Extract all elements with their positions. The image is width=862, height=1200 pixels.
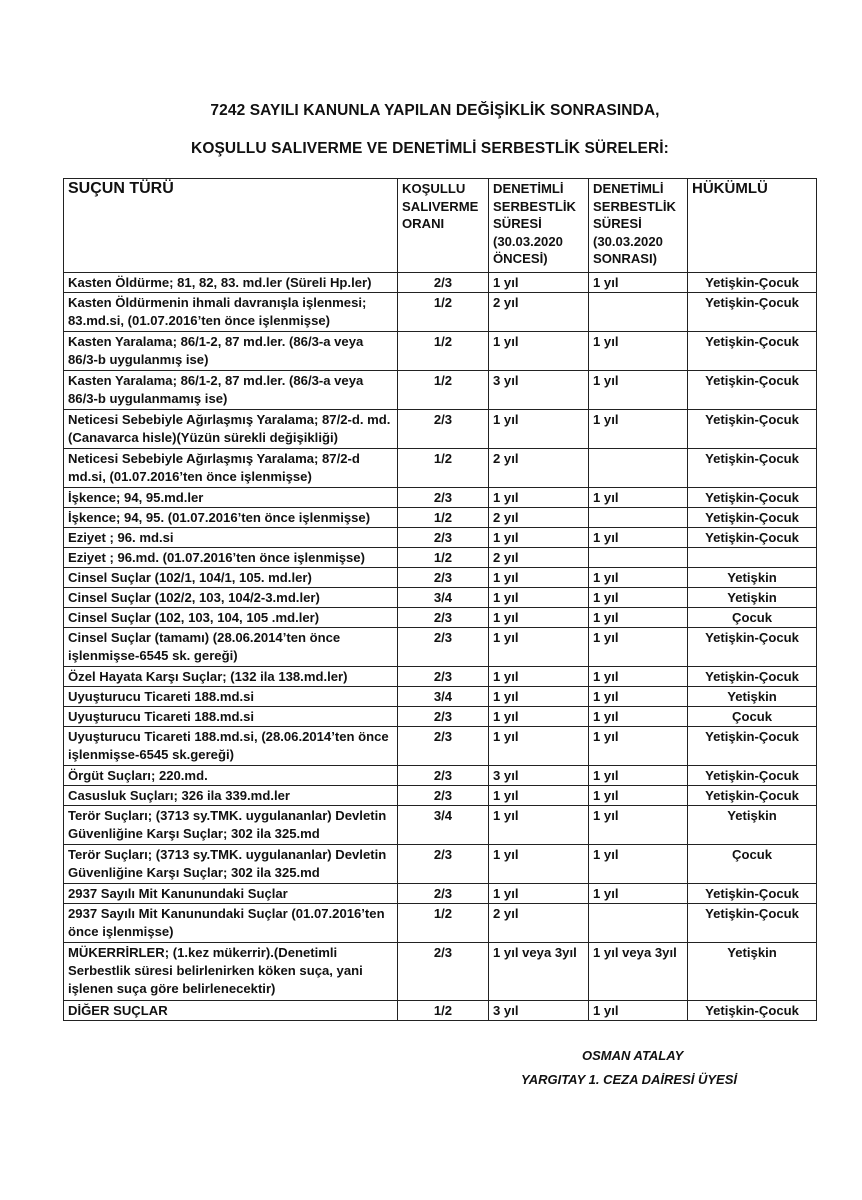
row-convict-cell: Yetişkin — [688, 806, 817, 845]
row-crime-cell: Kasten Yaralama; 86/1-2, 87 md.ler. (86/3-a veya 86/3-b uygulanmamış ise) — [64, 371, 398, 410]
row-parole-ratio-cell: 2/3 — [398, 766, 489, 786]
row-crime-cell: Kasten Öldürme; 81, 82, 83. md.ler (Süreli Hp.ler) — [64, 273, 398, 293]
table-row — [64, 667, 817, 687]
sentence-duration-table — [63, 178, 817, 1021]
table-row — [64, 766, 817, 786]
row-crime-cell: Kasten Öldürmenin ihmali davranışla işlenmesi; 83.md.si, (01.07.2016’ten önce işlenmişse) — [64, 293, 398, 332]
row-probation-after-cell — [589, 449, 688, 488]
row-probation-after-cell: 1 yıl — [589, 845, 688, 884]
row-parole-ratio-cell: 2/3 — [398, 707, 489, 727]
row-convict-cell: Yetişkin-Çocuk — [688, 1001, 817, 1021]
row-probation-before-cell: 1 yıl — [489, 786, 589, 806]
table-row — [64, 707, 817, 727]
row-probation-after-cell — [589, 904, 688, 943]
row-crime-cell: 2937 Sayılı Mit Kanunundaki Suçlar (01.07.2016’ten önce işlenmişse) — [64, 904, 398, 943]
row-crime-cell: MÜKERRİRLER; (1.kez mükerrir).(Denetimli Serbestlik süresi belirlenirken köken suça, yani işlenen suça göre belirlenecektir) — [64, 943, 398, 1001]
row-parole-ratio-cell: 1/2 — [398, 904, 489, 943]
row-convict-cell: Yetişkin-Çocuk — [688, 273, 817, 293]
row-crime-cell: Eziyet ; 96. md.si — [64, 528, 398, 548]
row-parole-ratio-cell: 1/2 — [398, 332, 489, 371]
table-row — [64, 687, 817, 707]
row-convict-cell: Yetişkin-Çocuk — [688, 786, 817, 806]
row-convict-cell: Yetişkin-Çocuk — [688, 508, 817, 528]
row-probation-before-cell: 1 yıl — [489, 608, 589, 628]
row-parole-ratio-cell: 2/3 — [398, 628, 489, 667]
row-probation-before-cell: 1 yıl — [489, 884, 589, 904]
row-probation-after-cell: 1 yıl — [589, 568, 688, 588]
row-crime-cell: İşkence; 94, 95. (01.07.2016’ten önce işlenmişse) — [64, 508, 398, 528]
row-crime-cell: Uyuşturucu Ticareti 188.md.si, (28.06.2014’ten önce işlenmişse-6545 sk.gereği) — [64, 727, 398, 766]
row-crime-cell: DİĞER SUÇLAR — [64, 1001, 398, 1021]
row-parole-ratio-cell: 1/2 — [398, 1001, 489, 1021]
document-title-line-1: 7242 SAYILI KANUNLA YAPILAN DEĞİŞİKLİK SONRASINDA, — [210, 102, 660, 119]
row-probation-after-cell: 1 yıl — [589, 667, 688, 687]
row-crime-cell: Neticesi Sebebiyle Ağırlaşmış Yaralama; 87/2-d. md. (Canavarca hisle)(Yüzün sürekli değişikliği) — [64, 410, 398, 449]
row-probation-before-cell: 1 yıl — [489, 488, 589, 508]
row-convict-cell: Yetişkin-Çocuk — [688, 332, 817, 371]
row-probation-before-cell: 2 yıl — [489, 904, 589, 943]
row-parole-ratio-cell: 2/3 — [398, 727, 489, 766]
row-convict-cell: Yetişkin — [688, 588, 817, 608]
row-convict-cell: Yetişkin-Çocuk — [688, 667, 817, 687]
row-probation-after-cell: 1 yıl — [589, 687, 688, 707]
row-convict-cell: Yetişkin-Çocuk — [688, 766, 817, 786]
row-probation-after-cell — [589, 548, 688, 568]
row-probation-before-cell: 1 yıl — [489, 588, 589, 608]
row-convict-cell: Yetişkin-Çocuk — [688, 727, 817, 766]
header-parole-ratio: KOŞULLU SALIVERME ORANI — [398, 179, 489, 273]
table-row — [64, 273, 817, 293]
row-probation-before-cell: 2 yıl — [489, 293, 589, 332]
table-row — [64, 588, 817, 608]
row-convict-cell: Yetişkin-Çocuk — [688, 410, 817, 449]
row-parole-ratio-cell: 1/2 — [398, 449, 489, 488]
row-probation-after-cell: 1 yıl — [589, 707, 688, 727]
table-row — [64, 1001, 817, 1021]
row-probation-before-cell: 3 yıl — [489, 766, 589, 786]
row-crime-cell: Casusluk Suçları; 326 ila 339.md.ler — [64, 786, 398, 806]
row-crime-cell: 2937 Sayılı Mit Kanunundaki Suçlar — [64, 884, 398, 904]
row-convict-cell: Yetişkin-Çocuk — [688, 884, 817, 904]
row-convict-cell: Yetişkin — [688, 943, 817, 1001]
row-probation-after-cell: 1 yıl — [589, 727, 688, 766]
row-probation-after-cell: 1 yıl veya 3yıl — [589, 943, 688, 1001]
row-parole-ratio-cell: 3/4 — [398, 687, 489, 707]
row-convict-cell — [688, 548, 817, 568]
row-convict-cell: Yetişkin-Çocuk — [688, 488, 817, 508]
table-row — [64, 727, 817, 766]
row-probation-before-cell: 1 yıl veya 3yıl — [489, 943, 589, 1001]
row-parole-ratio-cell: 1/2 — [398, 548, 489, 568]
row-parole-ratio-cell: 2/3 — [398, 608, 489, 628]
row-probation-before-cell: 1 yıl — [489, 845, 589, 884]
row-convict-cell: Yetişkin-Çocuk — [688, 528, 817, 548]
table-row — [64, 410, 817, 449]
row-probation-before-cell: 1 yıl — [489, 687, 589, 707]
row-crime-cell: İşkence; 94, 95.md.ler — [64, 488, 398, 508]
row-probation-after-cell: 1 yıl — [589, 1001, 688, 1021]
row-convict-cell: Yetişkin-Çocuk — [688, 628, 817, 667]
row-probation-after-cell: 1 yıl — [589, 628, 688, 667]
row-crime-cell: Cinsel Suçlar (102, 103, 104, 105 .md.ler) — [64, 608, 398, 628]
row-probation-after-cell: 1 yıl — [589, 332, 688, 371]
row-crime-cell: Terör Suçları; (3713 sy.TMK. uygulananlar) Devletin Güvenliğine Karşı Suçlar; 302 ila 325.md — [64, 845, 398, 884]
row-probation-before-cell: 1 yıl — [489, 667, 589, 687]
row-probation-before-cell: 1 yıl — [489, 410, 589, 449]
row-probation-before-cell: 1 yıl — [489, 628, 589, 667]
row-convict-cell: Çocuk — [688, 845, 817, 884]
row-convict-cell: Yetişkin-Çocuk — [688, 293, 817, 332]
row-probation-after-cell: 1 yıl — [589, 806, 688, 845]
table-row — [64, 449, 817, 488]
row-convict-cell: Yetişkin — [688, 687, 817, 707]
row-crime-cell: Neticesi Sebebiyle Ağırlaşmış Yaralama; 87/2-d md.si, (01.07.2016’ten önce işlenmişse) — [64, 449, 398, 488]
row-probation-after-cell — [589, 508, 688, 528]
table-row — [64, 508, 817, 528]
row-parole-ratio-cell: 2/3 — [398, 273, 489, 293]
row-parole-ratio-cell: 2/3 — [398, 786, 489, 806]
table-row — [64, 628, 817, 667]
row-probation-after-cell: 1 yıl — [589, 766, 688, 786]
signature-position: YARGITAY 1. CEZA DAİRESİ ÜYESİ — [521, 1072, 737, 1087]
row-probation-before-cell: 1 yıl — [489, 332, 589, 371]
row-probation-after-cell: 1 yıl — [589, 410, 688, 449]
row-parole-ratio-cell: 2/3 — [398, 410, 489, 449]
table-row — [64, 568, 817, 588]
row-convict-cell: Yetişkin-Çocuk — [688, 904, 817, 943]
row-probation-before-cell: 1 yıl — [489, 806, 589, 845]
row-parole-ratio-cell: 3/4 — [398, 588, 489, 608]
table-row — [64, 904, 817, 943]
row-parole-ratio-cell: 1/2 — [398, 371, 489, 410]
signature-name: OSMAN ATALAY — [582, 1048, 684, 1063]
row-probation-after-cell: 1 yıl — [589, 608, 688, 628]
row-probation-before-cell: 1 yıl — [489, 273, 589, 293]
row-parole-ratio-cell: 2/3 — [398, 568, 489, 588]
row-parole-ratio-cell: 2/3 — [398, 884, 489, 904]
row-parole-ratio-cell: 2/3 — [398, 488, 489, 508]
row-probation-after-cell: 1 yıl — [589, 528, 688, 548]
table-row — [64, 293, 817, 332]
row-parole-ratio-cell: 2/3 — [398, 528, 489, 548]
row-probation-after-cell: 1 yıl — [589, 588, 688, 608]
row-convict-cell: Yetişkin-Çocuk — [688, 371, 817, 410]
table-row — [64, 371, 817, 410]
row-crime-cell: Cinsel Suçlar (tamamı) (28.06.2014’ten önce işlenmişse-6545 sk. gereği) — [64, 628, 398, 667]
row-parole-ratio-cell: 2/3 — [398, 943, 489, 1001]
table-header-row — [64, 179, 817, 273]
table-row — [64, 845, 817, 884]
row-parole-ratio-cell: 1/2 — [398, 293, 489, 332]
table-row — [64, 548, 817, 568]
row-probation-before-cell: 1 yıl — [489, 727, 589, 766]
row-probation-after-cell: 1 yıl — [589, 371, 688, 410]
row-probation-after-cell — [589, 293, 688, 332]
row-crime-cell: Uyuşturucu Ticareti 188.md.si — [64, 707, 398, 727]
header-probation-before: DENETİMLİ SERBESTLİK SÜRESİ (30.03.2020 ÖNCESİ) — [489, 179, 589, 273]
row-parole-ratio-cell: 2/3 — [398, 667, 489, 687]
table-row — [64, 943, 817, 1001]
row-crime-cell: Cinsel Suçlar (102/1, 104/1, 105. md.ler) — [64, 568, 398, 588]
row-probation-before-cell: 1 yıl — [489, 568, 589, 588]
row-probation-after-cell: 1 yıl — [589, 786, 688, 806]
row-parole-ratio-cell: 1/2 — [398, 508, 489, 528]
row-probation-after-cell: 1 yıl — [589, 273, 688, 293]
row-probation-before-cell: 2 yıl — [489, 508, 589, 528]
header-convict: HÜKÜMLÜ — [688, 179, 817, 273]
row-crime-cell: Uyuşturucu Ticareti 188.md.si — [64, 687, 398, 707]
row-probation-after-cell: 1 yıl — [589, 488, 688, 508]
row-convict-cell: Yetişkin-Çocuk — [688, 449, 817, 488]
row-probation-before-cell: 3 yıl — [489, 371, 589, 410]
row-crime-cell: Eziyet ; 96.md. (01.07.2016’ten önce işlenmişse) — [64, 548, 398, 568]
table-row — [64, 528, 817, 548]
row-convict-cell: Yetişkin — [688, 568, 817, 588]
row-convict-cell: Çocuk — [688, 707, 817, 727]
row-crime-cell: Özel Hayata Karşı Suçlar; (132 ila 138.md.ler) — [64, 667, 398, 687]
table-row — [64, 488, 817, 508]
table-row — [64, 608, 817, 628]
table-row — [64, 332, 817, 371]
row-crime-cell: Kasten Yaralama; 86/1-2, 87 md.ler. (86/3-a veya 86/3-b uygulanmış ise) — [64, 332, 398, 371]
row-probation-before-cell: 2 yıl — [489, 548, 589, 568]
row-probation-before-cell: 2 yıl — [489, 449, 589, 488]
table-row — [64, 786, 817, 806]
header-probation-after: DENETİMLİ SERBESTLİK SÜRESİ (30.03.2020 SONRASI) — [589, 179, 688, 273]
row-crime-cell: Örgüt Suçları; 220.md. — [64, 766, 398, 786]
header-crime-type: SUÇUN TÜRÜ — [64, 179, 398, 273]
row-probation-before-cell: 3 yıl — [489, 1001, 589, 1021]
table-row — [64, 884, 817, 904]
row-parole-ratio-cell: 2/3 — [398, 845, 489, 884]
document-title-line-2: KOŞULLU SALIVERME VE DENETİMLİ SERBESTLİK SÜRELERİ: — [191, 140, 669, 157]
row-parole-ratio-cell: 3/4 — [398, 806, 489, 845]
row-probation-before-cell: 1 yıl — [489, 707, 589, 727]
row-convict-cell: Çocuk — [688, 608, 817, 628]
row-crime-cell: Cinsel Suçlar (102/2, 103, 104/2-3.md.ler) — [64, 588, 398, 608]
table-row — [64, 806, 817, 845]
row-probation-after-cell: 1 yıl — [589, 884, 688, 904]
row-probation-before-cell: 1 yıl — [489, 528, 589, 548]
row-crime-cell: Terör Suçları; (3713 sy.TMK. uygulananlar) Devletin Güvenliğine Karşı Suçlar; 302 ila 325.md — [64, 806, 398, 845]
